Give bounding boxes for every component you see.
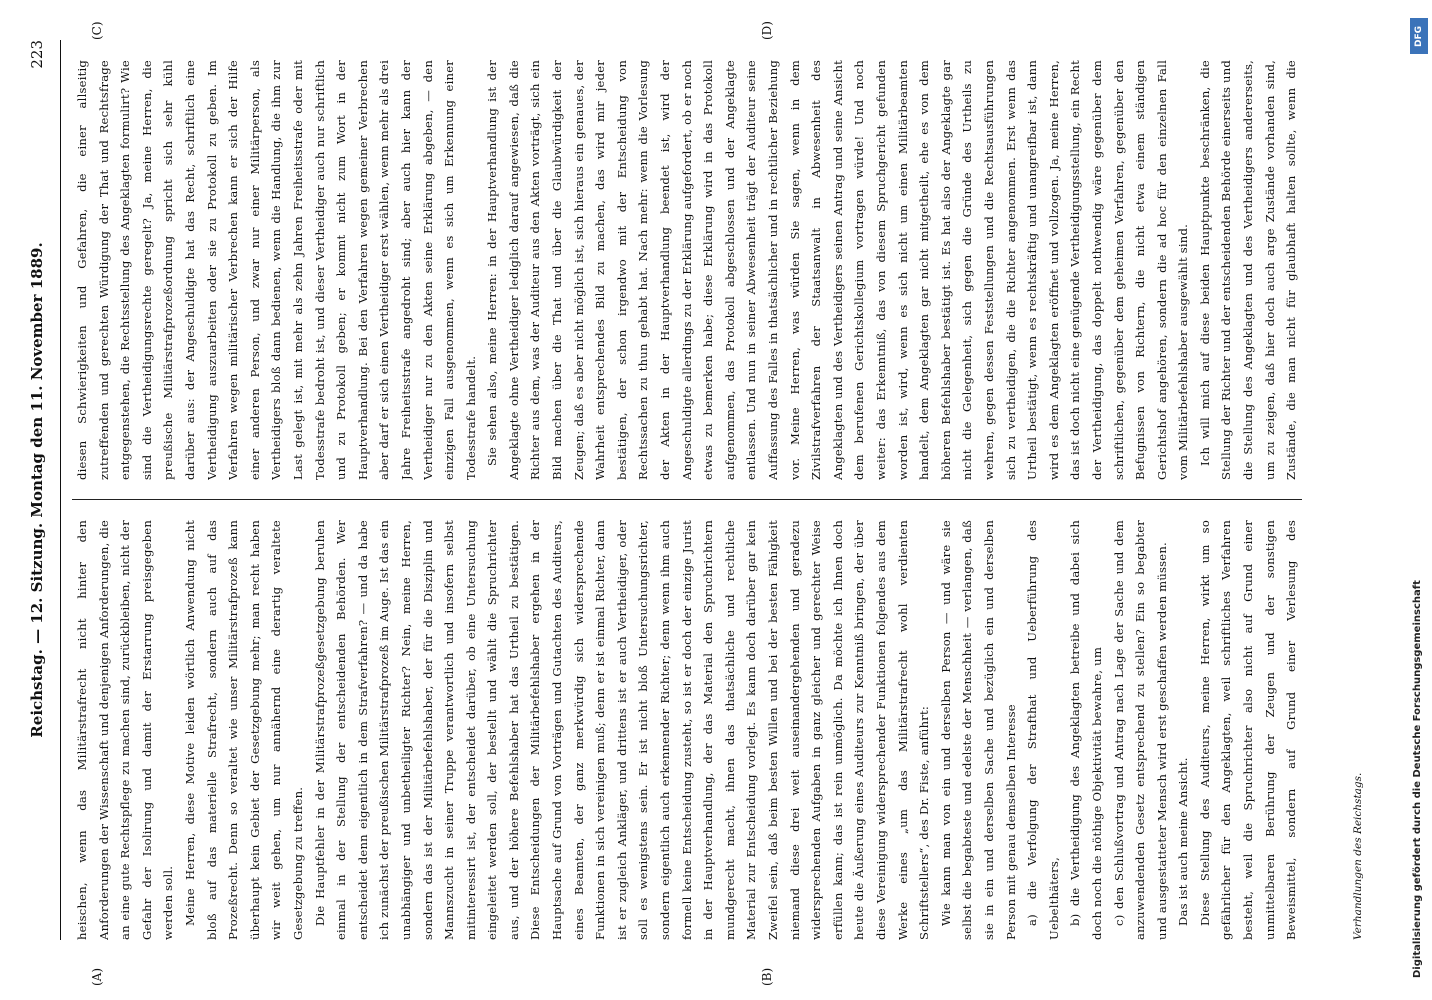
paragraph: Wie kann man von ein und derselben Person — und wäre sie selbst die begabteste und edelste der Menschheit — verlangen, daß sie in ein und derselben Sache und bezüglich ein und derselben Person mit genau demselben Interesse	[938, 520, 1018, 940]
right-column	[72, 60, 1302, 480]
paragraph: Das ist auch meine Ansicht.	[1176, 757, 1191, 926]
column-divider	[72, 499, 1302, 500]
paragraph: c) den Schlußvortrag und Antrag nach Lage der Sache und dem anzuwendenden Gesetz entsprechend zu stellen? Ein so begabter und ausgestatteter Mensch wird erst geschaffen werden müssen.	[1111, 520, 1169, 940]
paragraph: Diese Stellung des Auditeurs, meine Herren, wirkt um so gefährlicher für den Angeklagten, weil schriftliches Verfahren besteht, weil die Spruchrichter also nicht auf Grund einer unmittelbaren Berührung der Zeugen und der sonstigen Beweismittel, sondern auf Grund einer Verlesung des	[1197, 520, 1299, 940]
header-rule	[60, 40, 61, 940]
paragraph: diesen Schwierigkeiten und Gefahren, die einer allseitig zutreffenden und gerechten Würdigung der That und Rechtsfrage entgegenstehen, die Rechtsstellung des Angeklagten formulirt? Wie sind die Vertheidigungsrechte geregelt? Ja, meine Herren, die preußische Militärstrafprozeßordnung spricht sich sehr kühl darüber aus: der Angeschuldigte hat das Recht, schriftlich eine Vertheidigung auszuarbeiten oder sie zu Protokoll zu geben. Im Verfahren wegen militärischer Verbrechen kann er sich der Hilfe einer anderen Person, und zwar nur einer Militärperson, als Vertheidigers bloß dann bedienen, wenn die Handlung, die ihm zur Last gelegt ist, mit mehr als zehn Jahren Freiheitsstrafe oder mit Todesstrafe bedroht ist, und dieser Vertheidiger auch nur schriftlich und zu Protokoll geben; er kommt nicht zum Wort in der Hauptverhandlung. Bei den Verfahren wegen gemeiner Verbrechen aber darf er sich einen Vertheidiger erst wählen, wenn mehr als drei Jahre Freiheitsstrafe angedroht sind; aber auch hier kann der Vertheidiger nur zu den Akten seine Erklärung abgeben, — den einzigen Fall ausgenommen, wenn es sich um Erkennung einer Todesstrafe handelt.	[75, 60, 478, 480]
margin-marker-b: (B)	[760, 967, 774, 986]
paragraph: Meine Herren, diese Motive leiden wörtlich Anwendung nicht bloß auf das materielle Strafrecht, sondern auch auf das Prozeßrecht. Denn so veraltet wie unser Militärstrafprozeß kann überhaupt kein Gebiet der Gesetzgebung mehr; man recht haben wir weit gehen, um nur annähernd eine derartig veraltete Gesetzgebung zu treffen.	[182, 520, 305, 940]
paragraph: Ich will mich auf diese beiden Hauptpunkte beschränken, die Stellung der Richter und der entscheidenden Behörde einerseits und die Stellung des Angeklagten und des Vertheidigers andererseits, um zu zeigen, daß hier doch auch arge Zustände vorhanden sind, Zustände, die man nicht für glaubhaft halten sollte, wenn die	[1197, 60, 1299, 480]
margin-marker-d: (D)	[760, 21, 774, 40]
margin-marker-c: (C)	[90, 21, 104, 40]
paragraph: heischen, wenn das Militärstrafrecht nicht hinter den Anforderungen der Wissenschaft und denjenigen Anforderungen, die an eine gute Rechtspflege zu machen sind, zurückbleiben, nicht der Gefahr der Isolirung und damit der Erstarrung preisgegeben werden soll.	[75, 520, 176, 940]
dfg-logo: DFG	[1410, 18, 1428, 54]
paragraph: a) die Verfolgung der Strafthat und Ueberführung des Uebelthäters,	[1025, 520, 1061, 940]
paragraph: Sie sehen also, meine Herren: in der Hauptverhandlung ist der Angeklagte ohne Vertheidiger lediglich darauf angewiesen, daß die Richter aus dem, was der Auditeur aus den Akten vorträgt, sich ein Bild machen über die That und über die Glaubwürdigkeit der Zeugen; daß es aber nicht möglich ist, sich hieraus ein genaues, der Wahrheit entsprechendes Bild zu machen, das wird mir jeder bestätigen, der schon irgendwo mit der Entscheidung von Rechtssachen zu thun gehabt hat. Nach mehr: wenn die Vorlesung der Akten in der Hauptverhandlung beendet ist, wird der Angeschuldigte allerdings zu der Erklärung aufgefordert, ob er noch etwas zu bemerken habe; diese Erklärung wird in das Protokoll aufgenommen, das Protokoll abgeschlossen und der Angeklagte entlassen. Und nun in seiner Abwesenheit trägt der Auditeur seine Auffassung des Falles in thatsächlicher und in rechtlicher Beziehung vor. Meine Herren, was würden Sie sagen, wenn in dem Zivilstrafverfahren der Staatsanwalt in Abwesenheit des Angeklagten und des Vertheidigers seinen Antrag und seine Ansicht dem berufenen Gerichtskollegium vortragen würde! Und noch weiter: das Erkenntniß, das von diesem Spruchgericht gefunden worden ist, wird, wenn es sich nicht um einen Militärbeamten handelt, dem Angeklagten gar nicht mitgetheilt, ehe es von dem höheren Befehlshaber bestätigt ist. Es hat also der Angeklagte gar nicht die Gelegenheit, sich gegen die Gründe des Urtheils zu wehren, gegen dessen Feststellungen und die Rechtsausführungen sich zu vertheidigen, die die Richter angenommen. Erst wenn das Urtheil bestätigt, wenn es rechtskräftig und unangreifbar ist, dann wird es dem Angeklagten eröffnet und vollzogen. Ja, meine Herren, das ist doch nicht eine genügende Vertheidigungsstellung, ein Recht der Vertheidigung, das doppelt nothwendig wäre gegenüber dem schriftlichen, gegenüber dem geheimen Verfahren, gegenüber den Befugnissen von Richtern, die nicht etwa einem ständigen Gerichtshof angehören, sondern die ad hoc für den einzelnen Fall vom Militärbefehlshaber ausgewählt sind.	[485, 60, 1191, 480]
paragraph: Die Hauptfehler in der Militärstrafprozeßgesetzgebung beruhen einmal in der Stellung der entscheidenden Behörden. Wer entscheidet denn eigentlich in dem Strafverfahren? — und da habe ich zunächst der preußischen Militärstrafprozeß im Auge. Ist das ein unabhängiger und unbetheiligter Richter? Nein, meine Herren, sondern das ist der Militärbefehlshaber, der für die Disziplin und Mannszucht in seiner Truppe verantwortlich und insofern selbst mitinteressirt ist, der entscheidet darüber, ob eine Untersuchung eingeleitet werden soll, der bestellt und wählt die Spruchrichter aus, und der höhere Befehlshaber hat das Urtheil zu bestätigen. Diese Entscheidungen der Militärbefehlshaber ergehen in der Hauptsache auf Grund von Vorträgen und Gutachten des Auditeurs, eines Beamten, der ganz merkwürdig sich widersprechende Funktionen in sich vereinigen muß; denn er ist einmal Richter, dann ist er zugleich Ankläger, und drittens ist er auch Vertheidiger, oder soll es wenigstens sein. Er ist nicht bloß Untersuchungsrichter, sondern eigentlich auch erkennender Richter; denn wenn ihm auch formell keine Entscheidung zusteht, so ist er doch der einzige Jurist in der Hauptverhandlung, der das Material den Spruchrichtern mundgerecht macht, ihnen das thatsächliche und rechtliche Material zur Entscheidung vorlegt. Es kann doch darüber gar kein Zweifel sein, daß beim besten Willen und bei der besten Fähigkeit niemand diese drei weit auseinandergehenden und geradezu widersprechenden Aufgaben in ganz gleicher und gerechter Weise erfüllen kann; das ist rein unmöglich. Da möchte ich Ihnen doch heute die Äußerung eines Auditeurs zur Kenntniß bringen, der über diese Vereinigung widersprechender Funktionen folgendes aus dem Werke eines „um das Militärstrafrecht wohl verdienten Schriftstellers“, des Dr. Fiste, anführt:	[312, 520, 932, 940]
page-number: 223	[28, 40, 46, 69]
footer-note: Verhandlungen des Reichstags.	[1352, 772, 1364, 940]
dfg-credit: Digitalisierung gefördert durch die Deutsche Forschungsgemeinschaft	[1412, 580, 1423, 978]
left-column	[72, 520, 1302, 940]
page-header	[28, 40, 52, 940]
dfg-sidebar	[1406, 18, 1428, 978]
page-title: Reichstag. — 12. Sitzung. Montag den 11. November 1889.	[28, 242, 46, 738]
margin-marker-a: (A)	[90, 967, 104, 986]
paragraph: b) die Vertheidigung des Angeklagten betreibe und dabei sich doch noch die nöthige Objektivität bewahre, um	[1068, 520, 1104, 940]
